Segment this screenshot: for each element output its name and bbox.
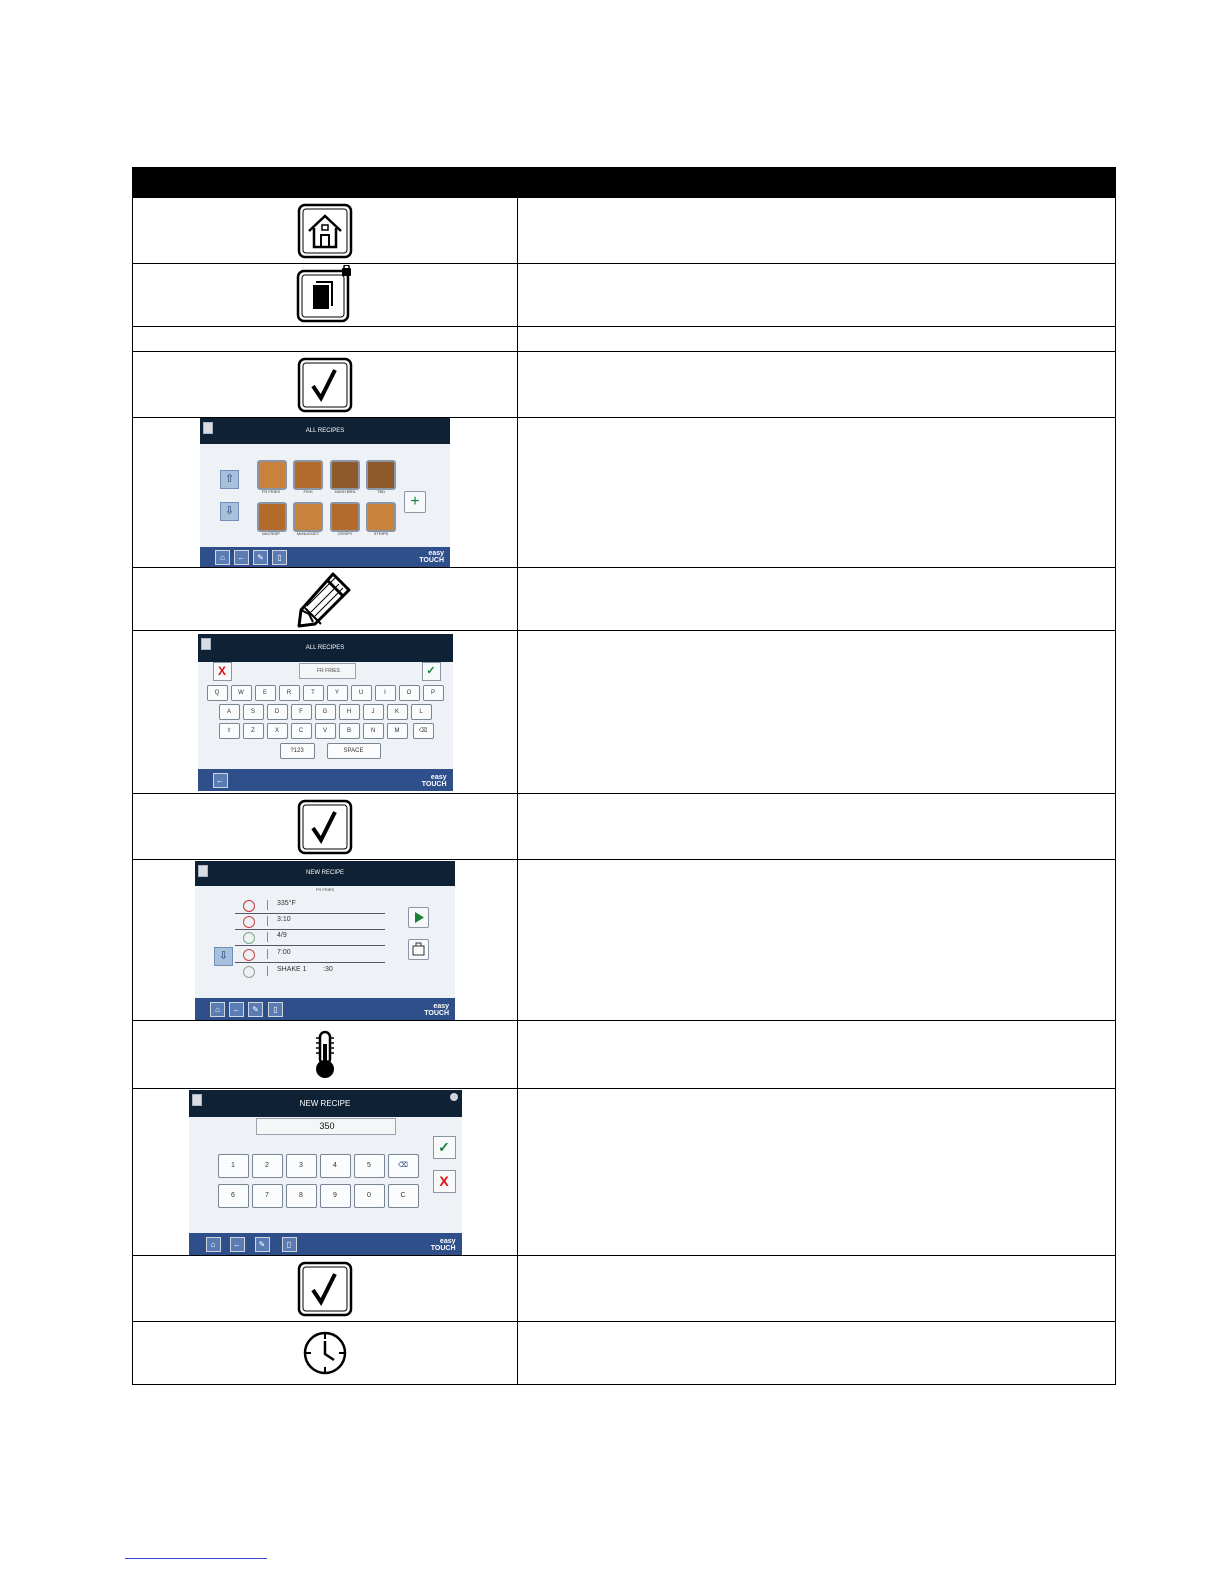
brand-top: easy — [439, 1237, 456, 1245]
key: Z — [243, 723, 264, 739]
recipe-label: McNUGGET — [296, 531, 320, 536]
recipe-label: HASH BRN — [334, 489, 356, 494]
bottom-bar — [198, 769, 453, 791]
table-row — [133, 198, 1116, 264]
key: J — [363, 704, 384, 720]
brand-logo — [431, 1238, 456, 1252]
number-key: 2 — [252, 1154, 283, 1178]
recipe-label: STRIPS — [373, 531, 389, 536]
key: B — [339, 723, 360, 739]
shake-row — [235, 964, 385, 979]
folder-icon — [203, 422, 213, 434]
cancel-icon: X — [433, 1170, 456, 1193]
screen-title: ALL RECIPES — [198, 634, 453, 662]
table-row — [133, 264, 1116, 327]
number-key: 0 — [354, 1184, 385, 1208]
number-key: 9 — [320, 1184, 351, 1208]
folder-icon — [198, 865, 208, 877]
key: Q — [207, 685, 228, 701]
brand-bottom: TOUCH — [424, 1009, 449, 1017]
checkmark-icon — [297, 357, 353, 413]
key: E — [255, 685, 276, 701]
numeric-entry-screenshot — [189, 1090, 462, 1255]
value-field: 350 — [256, 1118, 396, 1135]
recipe-tile-icon — [257, 460, 287, 490]
space-key: SPACE — [327, 743, 381, 759]
clock-icon — [301, 1329, 349, 1377]
confirm-icon: ✓ — [422, 662, 441, 681]
add-recipe-icon: + — [404, 491, 426, 513]
new-recipe-screenshot — [195, 861, 455, 1020]
key: G — [315, 704, 336, 720]
brand-logo — [419, 550, 444, 564]
load-icon — [243, 932, 255, 944]
number-key: 3 — [286, 1154, 317, 1178]
brand-logo — [424, 1003, 449, 1017]
numbers-key: ?123 — [280, 743, 315, 759]
hold-timer-icon — [243, 949, 255, 961]
recipe-tile-icon — [330, 460, 360, 490]
instruction-table — [132, 167, 1116, 1385]
key: U — [351, 685, 372, 701]
table-header-row — [133, 168, 1116, 198]
timer-icon — [243, 916, 255, 928]
key: V — [315, 723, 336, 739]
table-row — [133, 1256, 1116, 1322]
key: D — [267, 704, 288, 720]
table-row — [133, 418, 1116, 568]
recipe-tile-icon — [293, 460, 323, 490]
home-icon: ⌂ — [206, 1237, 221, 1252]
backspace-icon: ⌫ — [388, 1154, 419, 1178]
key: O — [399, 685, 420, 701]
number-key: 6 — [218, 1184, 249, 1208]
screen-title: NEW RECIPE — [195, 861, 455, 886]
key: M — [387, 723, 408, 739]
recipe-label: TBD — [377, 489, 385, 494]
clear-key: C — [388, 1184, 419, 1208]
brand-top: easy — [430, 773, 447, 781]
screen-title: ALL RECIPES — [200, 418, 450, 444]
trash-icon: ▯ — [268, 1002, 283, 1017]
trash-icon: ▯ — [282, 1237, 297, 1252]
edit-icon: ✎ — [253, 550, 268, 565]
key: T — [303, 685, 324, 701]
recipe-label: McCRISP — [262, 531, 280, 536]
folder-icon — [201, 638, 211, 650]
key: X — [267, 723, 288, 739]
load-row — [235, 930, 385, 946]
key: K — [387, 704, 408, 720]
thermometer-icon — [310, 1030, 340, 1080]
table-row — [133, 631, 1116, 794]
recipe-tile-icon — [330, 502, 360, 532]
key: I — [375, 685, 396, 701]
thermometer-icon — [243, 900, 255, 912]
brand-bottom: TOUCH — [419, 557, 444, 564]
recipe-tile-icon — [366, 502, 396, 532]
load-value: 4/9 — [277, 931, 287, 939]
recipe-label: CRISPY — [337, 531, 353, 536]
up-arrow-icon: ⇧ — [220, 470, 239, 489]
back-icon: ← — [230, 1237, 245, 1252]
temperature-value: 335°F — [277, 899, 296, 907]
key: A — [219, 704, 240, 720]
confirm-icon: ✓ — [433, 1136, 456, 1159]
brand-bottom: TOUCH — [421, 780, 447, 788]
shift-icon: ⇧ — [219, 723, 240, 739]
cancel-icon: X — [213, 662, 232, 681]
trash-icon: ▯ — [272, 550, 287, 565]
checkmark-icon — [297, 799, 353, 855]
table-row — [133, 327, 1116, 352]
recipe-label: FISH — [303, 489, 313, 494]
table-row — [133, 860, 1116, 1021]
recipe-name: FR FRIES — [315, 886, 335, 892]
shake-icon — [243, 966, 255, 978]
all-recipes-screenshot — [200, 418, 450, 567]
backspace-icon: ⌫ — [413, 723, 434, 739]
number-key: 1 — [218, 1154, 249, 1178]
table-row — [133, 1089, 1116, 1256]
back-icon: ← — [213, 773, 228, 788]
cook-time-row — [235, 914, 385, 930]
key: S — [243, 704, 264, 720]
down-arrow-icon: ⇩ — [220, 502, 239, 521]
key: W — [231, 685, 252, 701]
brand-bottom: TOUCH — [430, 1244, 456, 1252]
table-row — [133, 794, 1116, 860]
edit-icon: ✎ — [248, 1002, 263, 1017]
keyboard-screenshot — [198, 634, 453, 791]
recipe-tile-icon — [257, 502, 287, 532]
key: Y — [327, 685, 348, 701]
table-row — [133, 568, 1116, 631]
pencil-icon — [297, 570, 353, 628]
home-icon: ⌂ — [215, 550, 230, 565]
number-key: 8 — [286, 1184, 317, 1208]
shake-label: SHAKE 1 — [277, 965, 307, 973]
folder-icon — [192, 1094, 202, 1106]
name-field: FR FRIES — [299, 663, 356, 679]
recipe-tile-icon — [293, 502, 323, 532]
table-row — [133, 352, 1116, 418]
table-row — [133, 1322, 1116, 1385]
status-dot-icon — [450, 1093, 458, 1101]
checkmark-icon — [297, 1261, 353, 1317]
hold-time-value: 7:00 — [277, 948, 291, 956]
brand-logo — [422, 774, 447, 788]
back-icon: ← — [229, 1002, 244, 1017]
key: L — [411, 704, 432, 720]
recipe-label: FR FRIES — [261, 489, 281, 494]
fryer-basket-icon — [408, 939, 429, 960]
key: C — [291, 723, 312, 739]
key: R — [279, 685, 300, 701]
key: F — [291, 704, 312, 720]
home-icon: ⌂ — [210, 1002, 225, 1017]
brand-top: easy — [428, 550, 444, 557]
temperature-row — [235, 898, 385, 914]
screen-title: NEW RECIPE — [189, 1090, 462, 1117]
recipe-book-lock-icon — [295, 265, 355, 325]
key: H — [339, 704, 360, 720]
home-icon — [297, 203, 353, 259]
key: P — [423, 685, 444, 701]
back-icon: ← — [234, 550, 249, 565]
number-key: 5 — [354, 1154, 385, 1178]
cook-time-value: 3:10 — [277, 915, 291, 923]
brand-top: easy — [433, 1002, 449, 1010]
footer-link-underline — [125, 1558, 267, 1559]
down-arrow-icon: ⇩ — [214, 947, 233, 966]
number-key: 4 — [320, 1154, 351, 1178]
hold-time-row — [235, 947, 385, 963]
shake-time: :30 — [323, 965, 333, 973]
key: N — [363, 723, 384, 739]
table-row — [133, 1021, 1116, 1089]
play-icon — [408, 907, 429, 928]
recipe-tile-icon — [366, 460, 396, 490]
edit-icon: ✎ — [255, 1237, 270, 1252]
number-key: 7 — [252, 1184, 283, 1208]
